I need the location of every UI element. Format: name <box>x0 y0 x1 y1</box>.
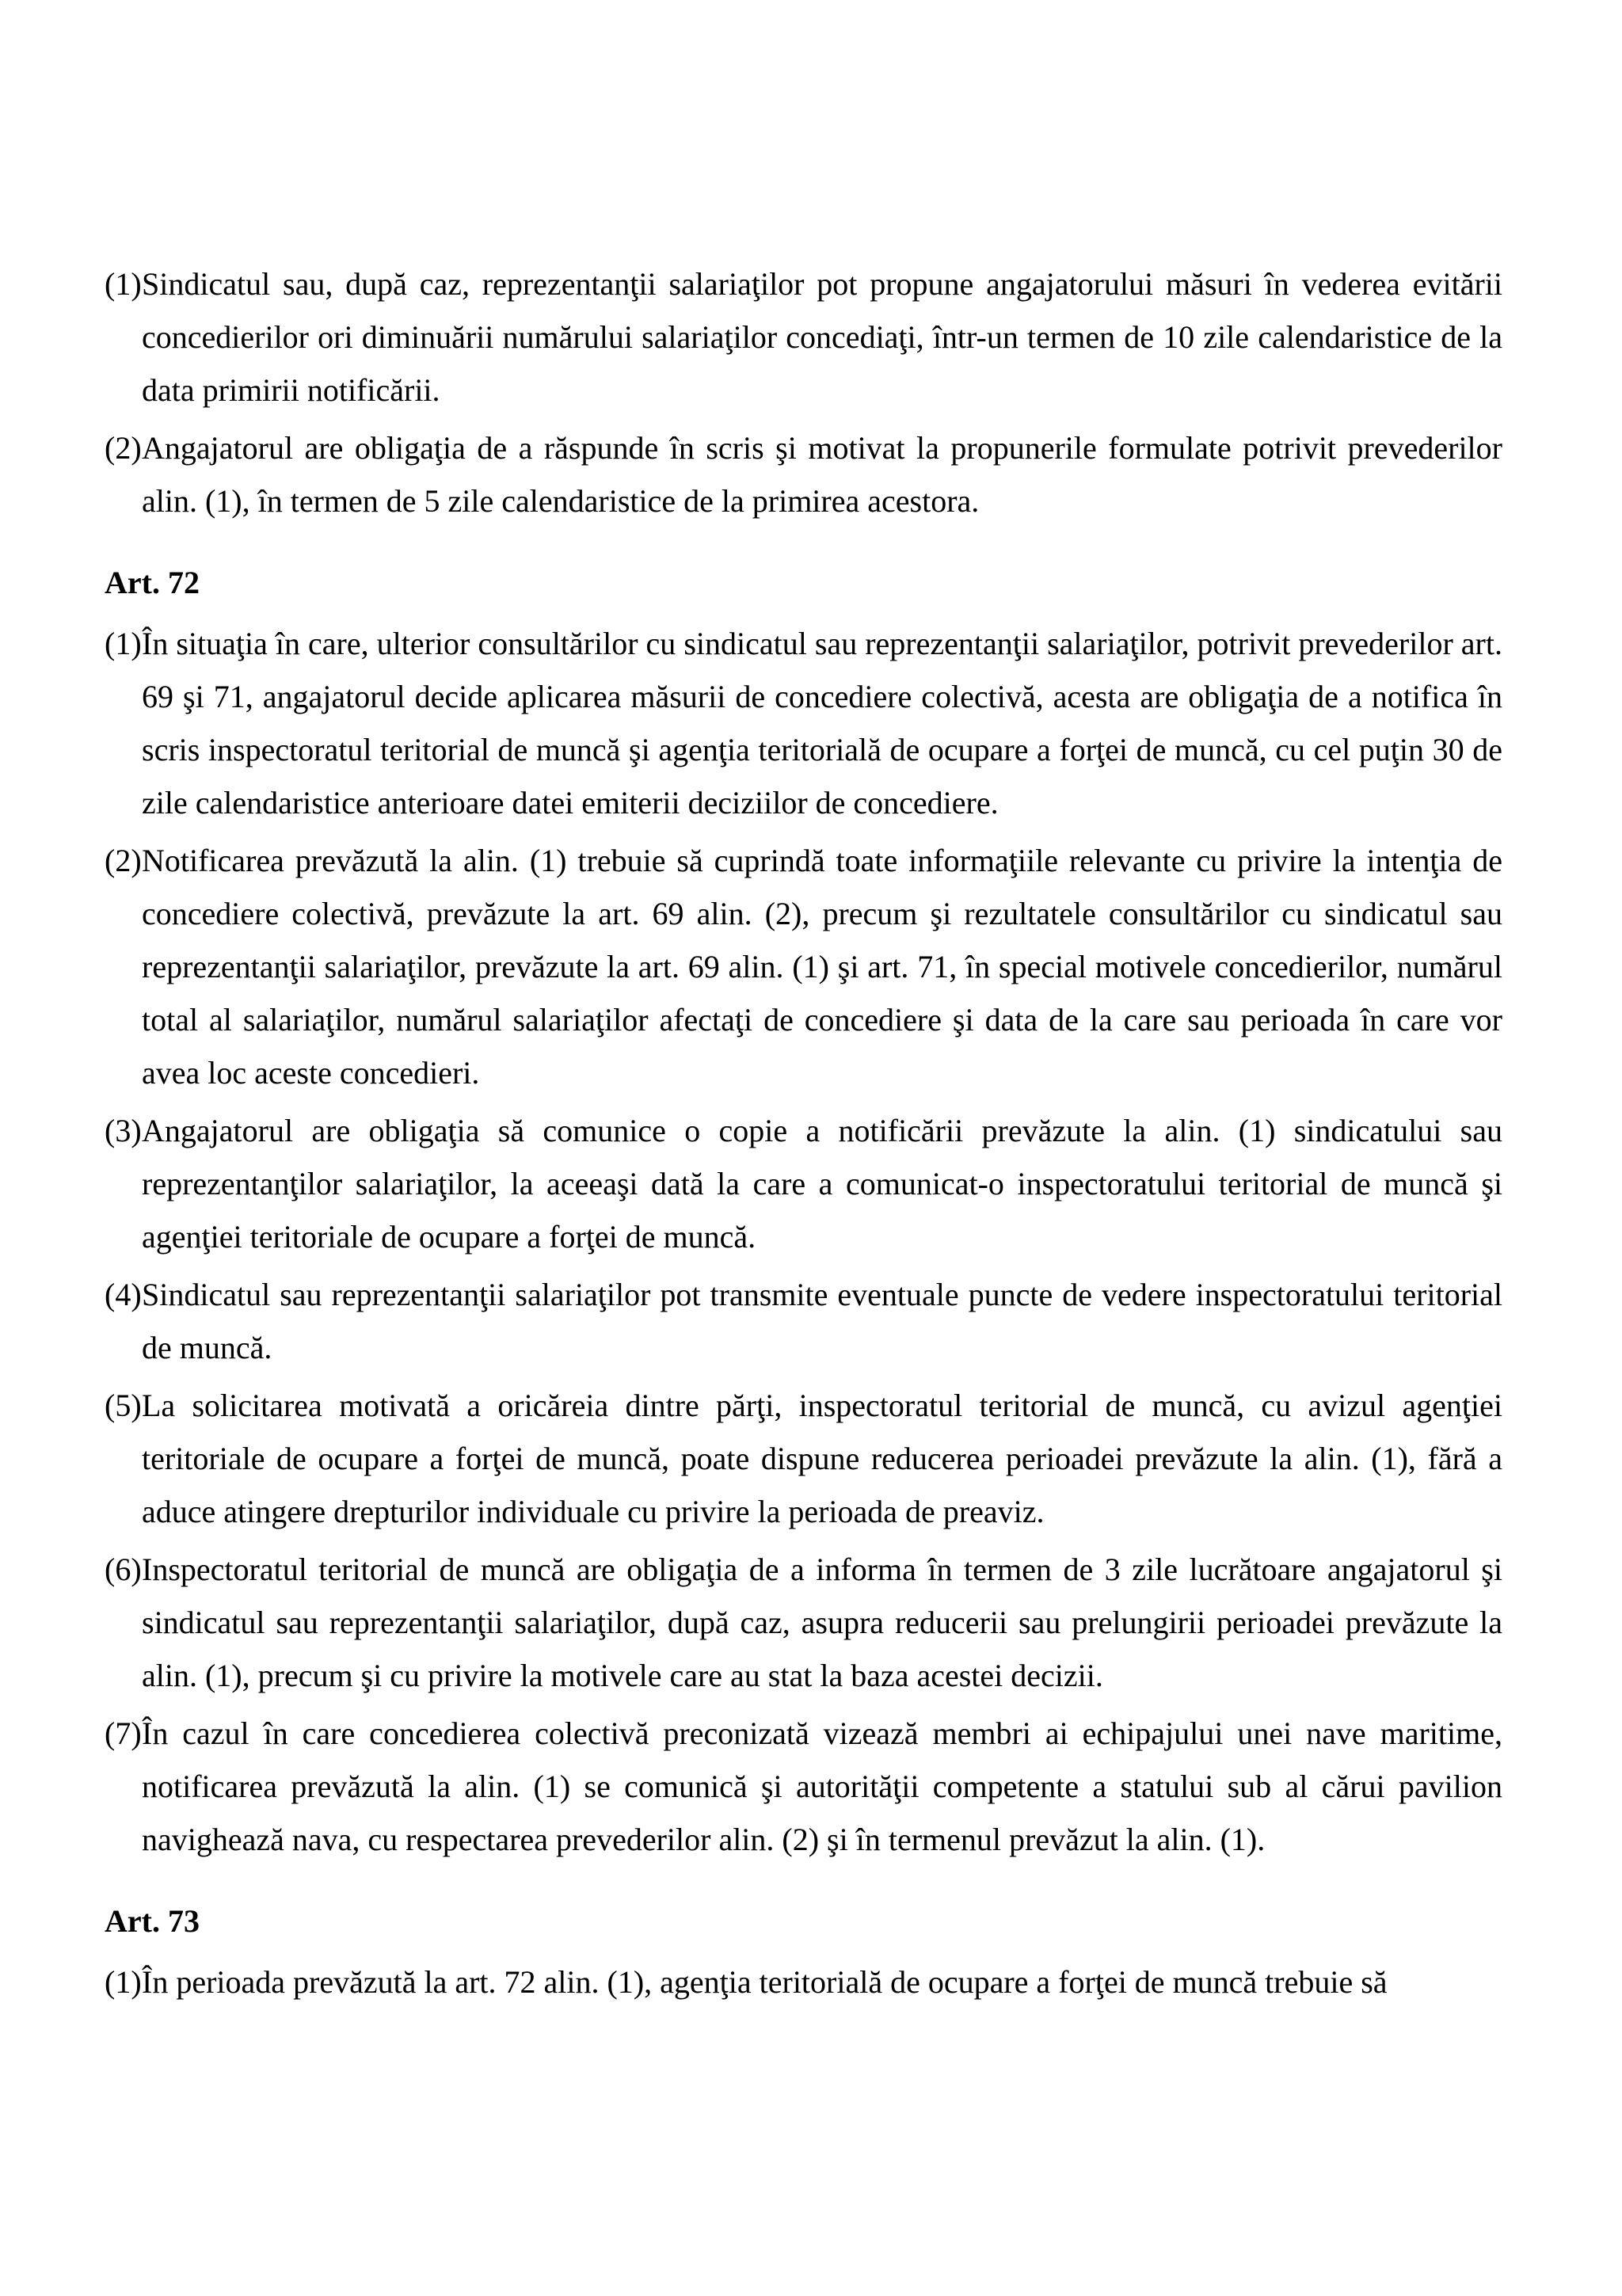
paragraph-text: Notificarea prevăzută la alin. (1) trebuie să cuprindă toate informaţiile relevante cu privire la intenţia de concediere colectivă, prevăzute la art. 69 alin. (2), precum şi rezultatele consultărilor cu sindicatul sau reprezentanţii salariaţilor, prevăzute la art. 69 alin. (1) şi art. 71, în special motivele concedierilor, numărul total al salariaţilor, numărul salariaţilor afectaţi de concediere şi data de la care sau perioada în care vor avea loc aceste concedieri. <box>142 843 1502 1091</box>
section-spacer <box>105 532 1502 548</box>
paragraph-number: (3) <box>105 1113 142 1148</box>
paragraph-7 <box>105 1707 1502 1866</box>
paragraph-text: Angajatorul are obligaţia să comunice o copie a notificării prevăzute la alin. (1) sindicatului sau reprezentanţilor salariaţilor, la aceeaşi dată la care a comunicat-o inspectoratului teritorial de muncă şi agenţiei teritoriale de ocupare a forţei de muncă. <box>142 1113 1502 1255</box>
paragraph-1 <box>105 617 1502 829</box>
paragraph-2 <box>105 834 1502 1099</box>
paragraph-text: În situaţia în care, ulterior consultărilor cu sindicatul sau reprezentanţii salariaţilor, potrivit prevederilor art. 69 şi 71, angajatorul decide aplicarea măsurii de concediere colectivă, acesta are obligaţia de a notifica în scris inspectoratul teritorial de muncă şi agenţia teritorială de ocupare a forţei de muncă, cu cel puţin 30 de zile calendaristice anterioare datei emiterii deciziilor de concediere. <box>142 626 1502 821</box>
paragraph-number: (1) <box>105 1964 142 2000</box>
paragraph-number: (6) <box>105 1552 142 1587</box>
paragraph-number: (5) <box>105 1388 142 1423</box>
paragraph-6 <box>105 1543 1502 1702</box>
paragraph-text: Sindicatul sau, după caz, reprezentanţii salariaţilor pot propune angajatorului măsuri în vederea evitării concedierilor ori diminuării numărului salariaţilor concediaţi, într-un termen de 10 zile calendaristice de la data primirii notificării. <box>142 266 1502 408</box>
section-spacer <box>105 1871 1502 1887</box>
paragraph-number: (1) <box>105 626 142 661</box>
paragraph-4 <box>105 1268 1502 1374</box>
paragraph-number: (1) <box>105 266 142 302</box>
paragraph-number: (2) <box>105 843 142 878</box>
paragraph-text: Angajatorul are obligaţia de a răspunde în scris şi motivat la propunerile formulate potrivit prevederilor alin. (1), în termen de 5 zile calendaristice de la primirea acestora. <box>142 430 1502 519</box>
document-body <box>105 257 1502 2013</box>
paragraph-number: (2) <box>105 430 142 466</box>
paragraph-text: În cazul în care concedierea colectivă preconizată vizează membri ai echipajului unei nave maritime, notificarea prevăzută la alin. (1) se comunică şi autorităţii competente a statului sub al cărui pavilion navighează nava, cu respectarea prevederilor alin. (2) şi în termenul prevăzut la alin. (1). <box>142 1715 1502 1857</box>
paragraph-text: La solicitarea motivată a oricăreia dintre părţi, inspectoratul teritorial de muncă, cu avizul agenţiei teritoriale de ocupare a forţei de muncă, poate dispune reducerea perioadei prevăzute la alin. (1), fără a aduce atingere drepturilor individuale cu privire la perioada de preaviz. <box>142 1388 1502 1529</box>
paragraph-text: Sindicatul sau reprezentanţii salariaţilor pot transmite eventuale puncte de vedere inspectoratului teritorial de muncă. <box>142 1277 1502 1365</box>
paragraph-text: Inspectoratul teritorial de muncă are obligaţia de a informa în termen de 3 zile lucrătoare angajatorul şi sindicatul sau reprezentanţii salariaţilor, după caz, asupra reducerii sau prelungirii perioadei prevăzute la alin. (1), precum şi cu privire la motivele care au stat la baza acestei decizii. <box>142 1552 1502 1693</box>
article-heading: Art. 72 <box>105 565 200 600</box>
paragraph-number: (7) <box>105 1715 142 1751</box>
paragraph-2 <box>105 421 1502 527</box>
paragraph-text: În perioada prevăzută la art. 72 alin. (1), agenţia teritorială de ocupare a forţei de muncă trebuie să <box>142 1964 1388 2000</box>
paragraph-3 <box>105 1104 1502 1263</box>
paragraph-1 <box>105 1955 1502 2009</box>
article-heading: Art. 73 <box>105 1903 200 1939</box>
paragraph-1 <box>105 257 1502 417</box>
paragraph-number: (4) <box>105 1277 142 1312</box>
paragraph-5 <box>105 1379 1502 1538</box>
